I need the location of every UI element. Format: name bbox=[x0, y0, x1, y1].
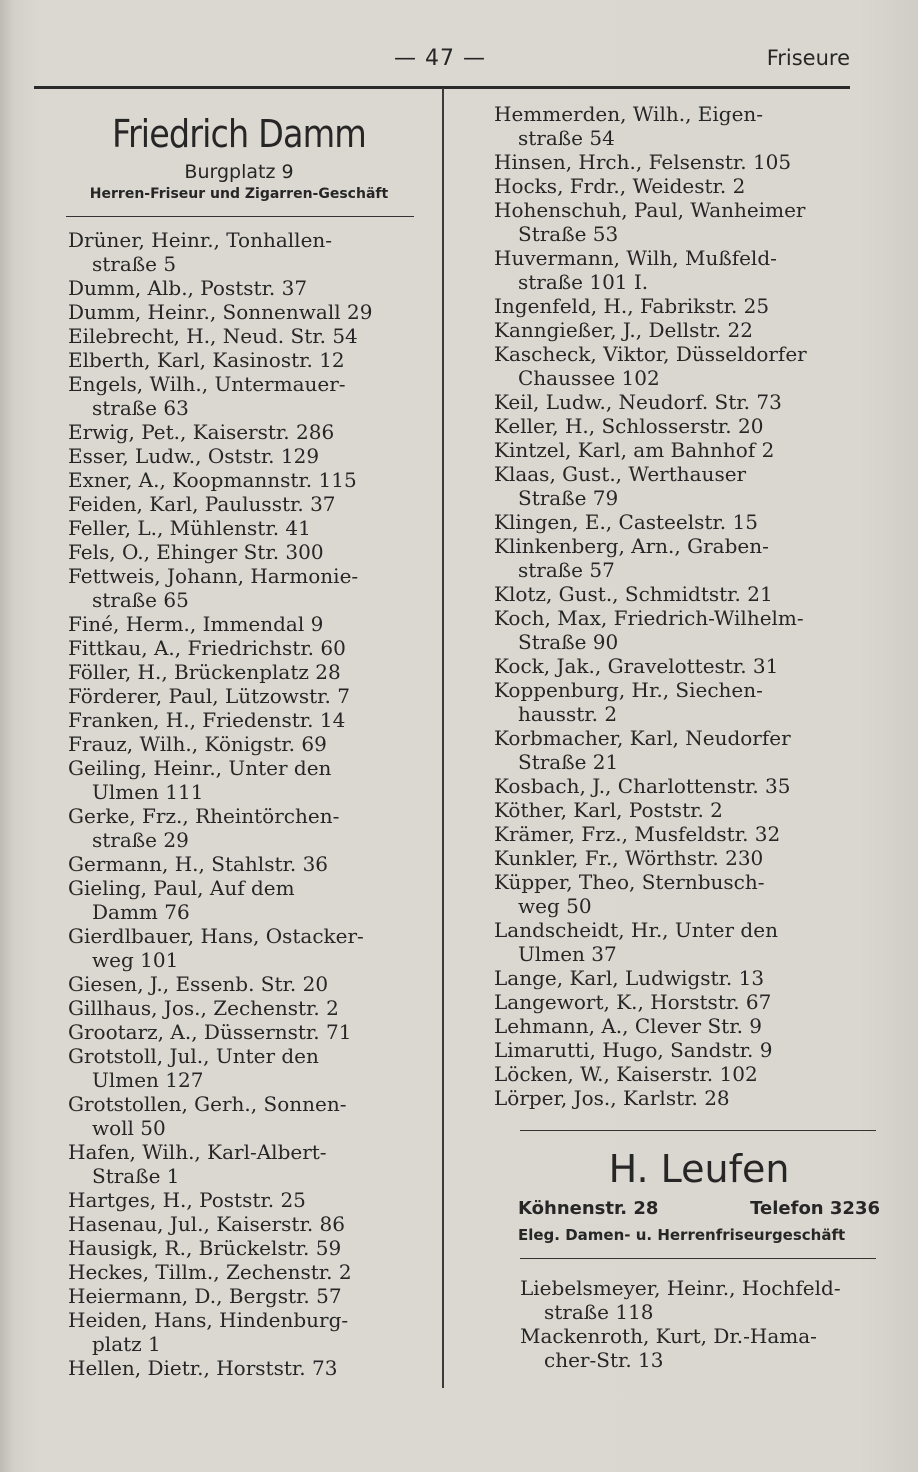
ad-leufen-contact bbox=[518, 1196, 880, 1222]
directory-entry bbox=[68, 996, 440, 1020]
directory-entry bbox=[68, 468, 440, 492]
entry-name-line: Klinkenberg, Arn., Graben- bbox=[494, 534, 769, 558]
entry-name-line: Heckes, Tillm., Zechenstr. 2 bbox=[68, 1260, 352, 1284]
left-column-entries bbox=[68, 228, 440, 1380]
directory-entry bbox=[68, 492, 440, 516]
directory-entry bbox=[68, 852, 440, 876]
entry-continuation-line: weg 101 bbox=[92, 948, 179, 972]
directory-entry bbox=[494, 150, 874, 174]
entry-name-line: Elberth, Karl, Kasinostr. 12 bbox=[68, 348, 345, 372]
entry-name-line: Kintzel, Karl, am Bahnhof 2 bbox=[494, 438, 775, 462]
section-title: Friseure bbox=[766, 46, 850, 70]
directory-entry bbox=[494, 414, 874, 438]
directory-entry bbox=[68, 1212, 440, 1236]
ad-leufen-phone: Telefon 3236 bbox=[750, 1198, 880, 1219]
entry-name-line: Feiden, Karl, Paulusstr. 37 bbox=[68, 492, 336, 516]
directory-entry bbox=[494, 774, 874, 798]
entry-name-line: Klingen, E., Casteelstr. 15 bbox=[494, 510, 758, 534]
entry-name-line: Hafen, Wilh., Karl-Albert- bbox=[68, 1140, 327, 1164]
directory-entry bbox=[494, 510, 874, 534]
directory-entry bbox=[68, 540, 440, 564]
entry-continuation-line: weg 50 bbox=[518, 894, 592, 918]
entry-continuation-line: hausstr. 2 bbox=[518, 702, 618, 726]
directory-entry bbox=[520, 1276, 880, 1324]
right-column-entries-after-ad bbox=[520, 1276, 880, 1372]
entry-name-line: Fels, O., Ehinger Str. 300 bbox=[68, 540, 324, 564]
entry-name-line: Korbmacher, Karl, Neudorfer bbox=[494, 726, 791, 750]
directory-entry bbox=[68, 1236, 440, 1260]
right-column-entries bbox=[494, 102, 874, 1110]
entry-name-line: Hemmerden, Wilh., Eigen- bbox=[494, 102, 764, 126]
directory-entry bbox=[68, 804, 440, 852]
entry-name-line: Feller, L., Mühlenstr. 41 bbox=[68, 516, 311, 540]
entry-name-line: Kosbach, J., Charlottenstr. 35 bbox=[494, 774, 791, 798]
ad-damm-trade: Herren-Friseur und Zigarren-Geschäft bbox=[89, 186, 389, 202]
entry-name-line: Hausigk, R., Brückelstr. 59 bbox=[68, 1236, 342, 1260]
directory-entry bbox=[494, 990, 874, 1014]
directory-entry bbox=[494, 198, 874, 246]
entry-name-line: Exner, A., Koopmannstr. 115 bbox=[68, 468, 357, 492]
entry-name-line: Fettweis, Johann, Harmonie- bbox=[68, 564, 359, 588]
directory-entry bbox=[494, 606, 874, 654]
directory-entry bbox=[68, 972, 440, 996]
directory-entry bbox=[68, 1140, 440, 1188]
directory-entry bbox=[68, 636, 440, 660]
directory-entry bbox=[68, 420, 440, 444]
entry-name-line: Kascheck, Viktor, Düsseldorfer bbox=[494, 342, 807, 366]
directory-entry bbox=[494, 918, 874, 966]
entry-continuation-line: Straße 21 bbox=[518, 750, 619, 774]
entry-name-line: Keller, H., Schlosserstr. 20 bbox=[494, 414, 764, 438]
directory-entry bbox=[520, 1324, 880, 1372]
column-divider bbox=[442, 88, 444, 1388]
directory-entry bbox=[494, 1014, 874, 1038]
directory-entry bbox=[494, 462, 874, 510]
entry-name-line: Lange, Karl, Ludwigstr. 13 bbox=[494, 966, 765, 990]
entry-name-line: Heiden, Hans, Hindenburg- bbox=[68, 1308, 349, 1332]
page-number: — 47 — bbox=[394, 46, 486, 71]
ad-leufen-trade: Eleg. Damen- u. Herrenfriseurgeschäft bbox=[518, 1226, 846, 1244]
directory-entry bbox=[494, 1062, 874, 1086]
entry-name-line: Gieling, Paul, Auf dem bbox=[68, 876, 295, 900]
entry-name-line: Drüner, Heinr., Tonhallen- bbox=[68, 228, 333, 252]
entry-name-line: Frauz, Wilh., Königstr. 69 bbox=[68, 732, 327, 756]
entry-name-line: Grotstoll, Jul., Unter den bbox=[68, 1044, 319, 1068]
entry-name-line: Geiling, Heinr., Unter den bbox=[68, 756, 332, 780]
directory-entry bbox=[494, 438, 874, 462]
directory-entry bbox=[68, 564, 440, 612]
entry-name-line: Finé, Herm., Immendal 9 bbox=[68, 612, 324, 636]
directory-entry bbox=[68, 372, 440, 420]
entry-name-line: Giesen, J., Essenb. Str. 20 bbox=[68, 972, 329, 996]
entry-continuation-line: straße 101 I. bbox=[518, 270, 649, 294]
directory-entry bbox=[68, 348, 440, 372]
entry-name-line: Gierdlbauer, Hans, Ostacker- bbox=[68, 924, 364, 948]
entry-name-line: Kunkler, Fr., Wörthstr. 230 bbox=[494, 846, 764, 870]
advertisement-damm bbox=[62, 110, 416, 204]
entry-continuation-line: straße 54 bbox=[518, 126, 615, 150]
directory-entry bbox=[68, 924, 440, 972]
entry-name-line: Erwig, Pet., Kaiserstr. 286 bbox=[68, 420, 335, 444]
directory-entry bbox=[494, 1038, 874, 1062]
entry-name-line: Hasenau, Jul., Kaiserstr. 86 bbox=[68, 1212, 345, 1236]
entry-continuation-line: Straße 1 bbox=[92, 1164, 180, 1188]
entry-name-line: Limarutti, Hugo, Sandstr. 9 bbox=[494, 1038, 773, 1062]
directory-entry bbox=[68, 708, 440, 732]
ad-leufen-rule-top bbox=[520, 1130, 876, 1131]
directory-entry bbox=[494, 726, 874, 774]
directory-entry bbox=[494, 246, 874, 294]
ad-damm-address: Burgplatz 9 bbox=[184, 161, 294, 183]
entry-name-line: Krämer, Frz., Musfeldstr. 32 bbox=[494, 822, 781, 846]
ad-damm-rule bbox=[66, 216, 414, 217]
entry-name-line: Hocks, Frdr., Weidestr. 2 bbox=[494, 174, 746, 198]
entry-name-line: Eilebrecht, H., Neud. Str. 54 bbox=[68, 324, 358, 348]
entry-name-line: Koppenburg, Hr., Siechen- bbox=[494, 678, 763, 702]
directory-entry bbox=[68, 1044, 440, 1092]
directory-entry bbox=[494, 318, 874, 342]
entry-name-line: Germann, H., Stahlstr. 36 bbox=[68, 852, 329, 876]
entry-continuation-line: platz 1 bbox=[92, 1332, 161, 1356]
entry-name-line: Hohenschuh, Paul, Wanheimer bbox=[494, 198, 806, 222]
directory-entry bbox=[494, 534, 874, 582]
entry-continuation-line: straße 118 bbox=[544, 1300, 654, 1324]
entry-name-line: Dumm, Alb., Poststr. 37 bbox=[68, 276, 308, 300]
entry-name-line: Köther, Karl, Poststr. 2 bbox=[494, 798, 723, 822]
entry-name-line: Lörper, Jos., Karlstr. 28 bbox=[494, 1086, 730, 1110]
ad-damm-name: Friedrich Damm bbox=[112, 112, 366, 156]
entry-continuation-line: straße 29 bbox=[92, 828, 189, 852]
entry-name-line: Klotz, Gust., Schmidtstr. 21 bbox=[494, 582, 773, 606]
entry-continuation-line: Straße 53 bbox=[518, 222, 619, 246]
directory-entry bbox=[68, 1092, 440, 1140]
directory-entry bbox=[68, 324, 440, 348]
entry-continuation-line: cher-Str. 13 bbox=[544, 1348, 664, 1372]
entry-name-line: Klaas, Gust., Werthauser bbox=[494, 462, 747, 486]
entry-continuation-line: straße 57 bbox=[518, 558, 615, 582]
directory-entry bbox=[494, 1086, 874, 1110]
entry-name-line: Dumm, Heinr., Sonnenwall 29 bbox=[68, 300, 373, 324]
directory-entry bbox=[494, 174, 874, 198]
ad-leufen-street: Köhnenstr. 28 bbox=[518, 1198, 659, 1219]
entry-name-line: Löcken, W., Kaiserstr. 102 bbox=[494, 1062, 758, 1086]
page-header bbox=[34, 40, 850, 90]
directory-entry bbox=[68, 276, 440, 300]
directory-entry bbox=[494, 102, 874, 150]
entry-name-line: Grootarz, A., Düssernstr. 71 bbox=[68, 1020, 352, 1044]
entry-continuation-line: straße 5 bbox=[92, 252, 177, 276]
entry-name-line: Förderer, Paul, Lützowstr. 7 bbox=[68, 684, 350, 708]
entry-name-line: Gerke, Frz., Rheintörchen- bbox=[68, 804, 340, 828]
entry-name-line: Mackenroth, Kurt, Dr.-Hama- bbox=[520, 1324, 817, 1348]
ad-leufen-name: H. Leufen bbox=[608, 1147, 790, 1191]
entry-continuation-line: Ulmen 111 bbox=[92, 780, 204, 804]
directory-entry bbox=[68, 876, 440, 924]
entry-name-line: Gillhaus, Jos., Zechenstr. 2 bbox=[68, 996, 339, 1020]
entry-name-line: Küpper, Theo, Sternbusch- bbox=[494, 870, 765, 894]
directory-entry bbox=[494, 822, 874, 846]
directory-entry bbox=[68, 1284, 440, 1308]
entry-name-line: Landscheidt, Hr., Unter den bbox=[494, 918, 778, 942]
entry-name-line: Ingenfeld, H., Fabrikstr. 25 bbox=[494, 294, 770, 318]
directory-entry bbox=[68, 684, 440, 708]
entry-continuation-line: Ulmen 127 bbox=[92, 1068, 204, 1092]
entry-name-line: Liebelsmeyer, Heinr., Hochfeld- bbox=[520, 1276, 841, 1300]
directory-entry bbox=[494, 654, 874, 678]
entry-name-line: Franken, H., Friedenstr. 14 bbox=[68, 708, 346, 732]
directory-entry bbox=[68, 1308, 440, 1356]
entry-name-line: Fittkau, A., Friedrichstr. 60 bbox=[68, 636, 346, 660]
directory-entry bbox=[68, 732, 440, 756]
entry-name-line: Föller, H., Brückenplatz 28 bbox=[68, 660, 341, 684]
directory-entry bbox=[68, 612, 440, 636]
entry-continuation-line: Straße 79 bbox=[518, 486, 619, 510]
entry-continuation-line: Chaussee 102 bbox=[518, 366, 660, 390]
advertisement-leufen bbox=[518, 1144, 880, 1248]
directory-entry bbox=[494, 294, 874, 318]
entry-continuation-line: Straße 90 bbox=[518, 630, 619, 654]
entry-name-line: Langewort, K., Horststr. 67 bbox=[494, 990, 772, 1014]
directory-entry bbox=[68, 228, 440, 276]
directory-entry bbox=[68, 1260, 440, 1284]
entry-name-line: Kanngießer, J., Dellstr. 22 bbox=[494, 318, 753, 342]
directory-entry bbox=[68, 1020, 440, 1044]
directory-entry bbox=[68, 1188, 440, 1212]
directory-entry bbox=[494, 390, 874, 414]
directory-entry bbox=[68, 756, 440, 804]
directory-entry bbox=[494, 582, 874, 606]
entry-name-line: Hinsen, Hrch., Felsenstr. 105 bbox=[494, 150, 792, 174]
entry-name-line: Keil, Ludw., Neudorf. Str. 73 bbox=[494, 390, 782, 414]
entry-continuation-line: Damm 76 bbox=[92, 900, 190, 924]
entry-name-line: Esser, Ludw., Oststr. 129 bbox=[68, 444, 320, 468]
entry-name-line: Kock, Jak., Gravelottestr. 31 bbox=[494, 654, 779, 678]
directory-entry bbox=[68, 516, 440, 540]
directory-entry bbox=[68, 444, 440, 468]
entry-name-line: Hellen, Dietr., Horststr. 73 bbox=[68, 1356, 338, 1380]
directory-entry bbox=[494, 846, 874, 870]
entry-continuation-line: straße 65 bbox=[92, 588, 189, 612]
entry-name-line: Hartges, H., Poststr. 25 bbox=[68, 1188, 306, 1212]
entry-name-line: Huvermann, Wilh, Mußfeld- bbox=[494, 246, 777, 270]
directory-entry bbox=[494, 342, 874, 390]
ad-leufen-rule-bottom bbox=[520, 1258, 876, 1259]
directory-entry bbox=[494, 798, 874, 822]
directory-entry bbox=[494, 870, 874, 918]
directory-entry bbox=[494, 966, 874, 990]
directory-entry bbox=[68, 660, 440, 684]
directory-entry bbox=[68, 1356, 440, 1380]
entry-name-line: Heiermann, D., Bergstr. 57 bbox=[68, 1284, 342, 1308]
entry-name-line: Lehmann, A., Clever Str. 9 bbox=[494, 1014, 763, 1038]
entry-continuation-line: Ulmen 37 bbox=[518, 942, 617, 966]
entry-name-line: Grotstollen, Gerh., Sonnen- bbox=[68, 1092, 347, 1116]
directory-entry bbox=[494, 678, 874, 726]
entry-name-line: Koch, Max, Friedrich-Wilhelm- bbox=[494, 606, 804, 630]
entry-name-line: Engels, Wilh., Untermauer- bbox=[68, 372, 346, 396]
entry-continuation-line: straße 63 bbox=[92, 396, 189, 420]
entry-continuation-line: woll 50 bbox=[92, 1116, 166, 1140]
directory-entry bbox=[68, 300, 440, 324]
